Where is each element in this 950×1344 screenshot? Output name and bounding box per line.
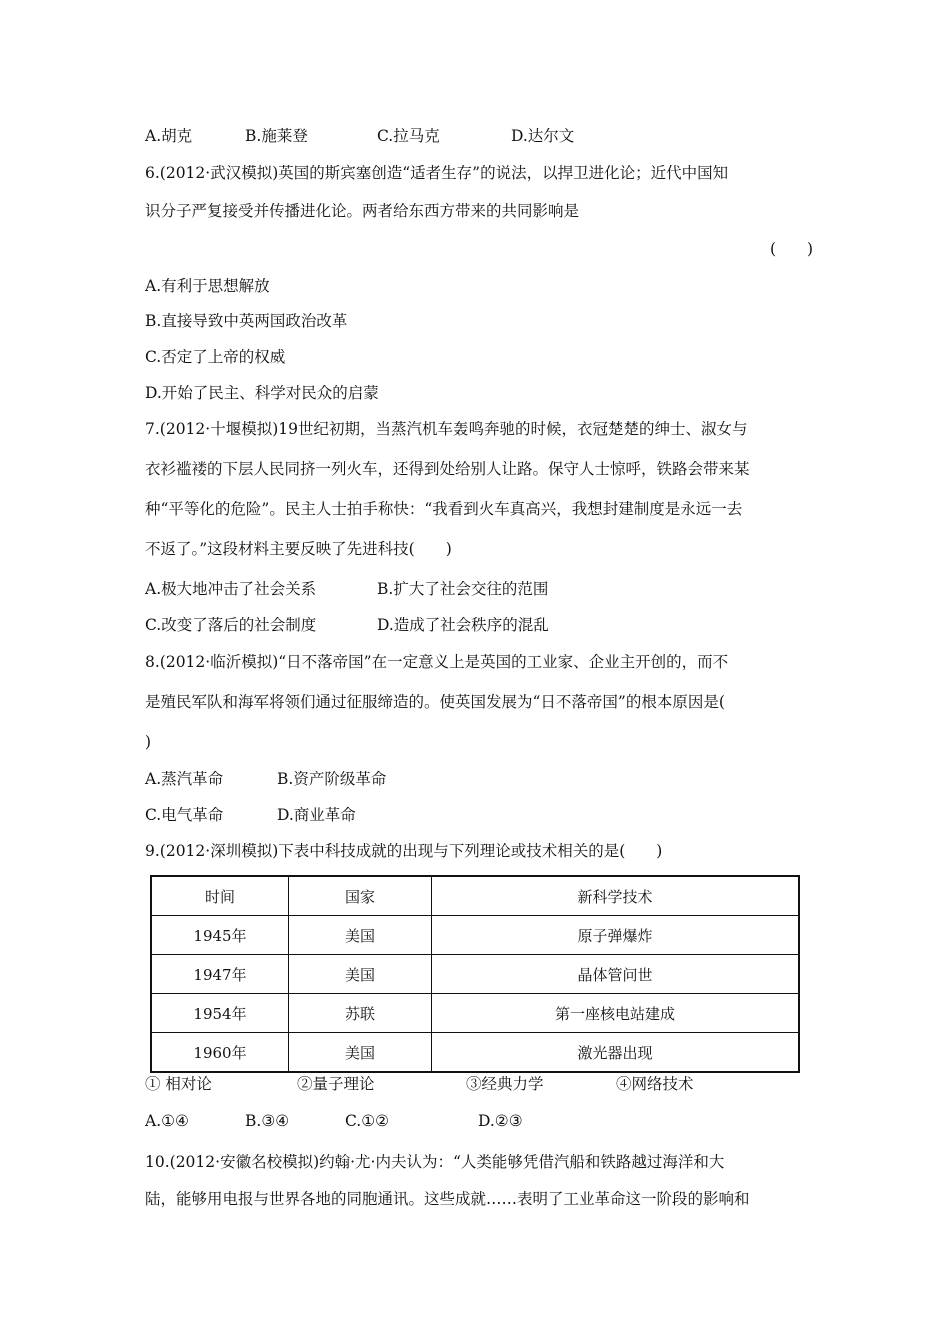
q6-stem-line-1: 6.(2012·武汉模拟)英国的斯宾塞创造“适者生存”的说法，以捍卫进化论；近代中国知 [145,164,729,182]
q6-option-c: C.否定了上帝的权威 [145,348,286,366]
cell-technology: 第一座核电站建成 [432,994,800,1033]
header-time: 时间 [151,876,289,916]
q8-option-d: D.商业革命 [277,806,356,824]
q8-stem-line-2: 是殖民军队和海军将领们通过征服缔造的。使英国发展为“日不落帝国”的根本原因是( [145,693,725,711]
q9-item-3: ③经典力学 [466,1075,544,1093]
q7-option-c: C.改变了落后的社会制度 [145,616,317,634]
q7-option-d: D.造成了社会秩序的混乱 [377,616,549,634]
table-header-row [151,876,799,916]
q9-item-2: ②量子理论 [297,1075,375,1093]
cell-technology: 激光器出现 [432,1033,800,1073]
cell-technology: 原子弹爆炸 [432,916,800,955]
q8-option-b: B.资产阶级革命 [277,770,387,788]
cell-year: 1947年 [151,955,289,994]
q7-stem-line-4: 不返了。”这段材料主要反映了先进科技( ) [145,540,452,558]
cell-country: 美国 [289,955,432,994]
q5-option-c: C.拉马克 [377,127,440,145]
q8-option-c: C.电气革命 [145,806,224,824]
q8-option-a: A.蒸汽革命 [145,770,224,788]
q9-item-4: ④网络技术 [616,1075,694,1093]
cell-country: 美国 [289,1033,432,1073]
cell-technology: 晶体管问世 [432,955,800,994]
table-row [151,955,799,994]
q7-stem-line-2: 衣衫褴褛的下层人民同挤一列火车，还得到处给别人让路。保守人士惊呼，铁路会带来某 [145,460,750,478]
q7-stem-line-3: 种“平等化的危险”。民主人士拍手称快：“我看到火车真高兴，我想封建制度是永远一去 [145,500,743,518]
q6-option-b: B.直接导致中英两国政治改革 [145,312,348,330]
q9-stem: 9.(2012·深圳模拟)下表中科技成就的出现与下列理论或技术相关的是( ) [145,842,663,860]
header-technology: 新科学技术 [432,876,800,916]
q10-stem-line-2: 陆，能够用电报与世界各地的同胞通讯。这些成就……表明了工业革命这一阶段的影响和 [145,1190,750,1208]
q5-option-b: B.施莱登 [245,127,308,145]
q8-stem-line-3: ) [145,733,152,751]
q9-option-a: A.①④ [145,1112,189,1130]
q5-option-a: A.胡克 [145,127,193,145]
q9-option-c: C.①② [345,1112,390,1130]
q9-option-d: D.②③ [478,1112,523,1130]
cell-year: 1954年 [151,994,289,1033]
q6-option-a: A.有利于思想解放 [145,277,270,295]
q9-option-b: B.③④ [245,1112,290,1130]
q9-item-1: ① 相对论 [145,1075,212,1093]
table-row [151,916,799,955]
q6-stem-line-2: 识分子严复接受并传播进化论。两者给东西方带来的共同影响是 [145,202,580,220]
cell-country: 苏联 [289,994,432,1033]
header-country: 国家 [289,876,432,916]
q7-option-a: A.极大地冲击了社会关系 [145,580,317,598]
table-row [151,994,799,1033]
q6-answer-paren: ( ) [770,240,814,258]
q8-stem-line-1: 8.(2012·临沂模拟)“日不落帝国”在一定意义上是英国的工业家、企业主开创的，而不 [145,653,729,671]
cell-year: 1960年 [151,1033,289,1073]
q10-stem-line-1: 10.(2012·安徽名校模拟)约翰·尤·内夫认为：“人类能够凭借汽船和铁路越过海洋和大 [145,1153,725,1171]
science-achievements-table [150,875,800,1073]
table-row [151,1033,799,1073]
q5-option-d: D.达尔文 [511,127,575,145]
cell-country: 美国 [289,916,432,955]
q7-option-b: B.扩大了社会交往的范围 [377,580,549,598]
cell-year: 1945年 [151,916,289,955]
q7-stem-line-1: 7.(2012·十堰模拟)19世纪初期，当蒸汽机车轰鸣奔驰的时候，衣冠楚楚的绅士、淑女与 [145,420,748,438]
q6-option-d: D.开始了民主、科学对民众的启蒙 [145,384,379,402]
